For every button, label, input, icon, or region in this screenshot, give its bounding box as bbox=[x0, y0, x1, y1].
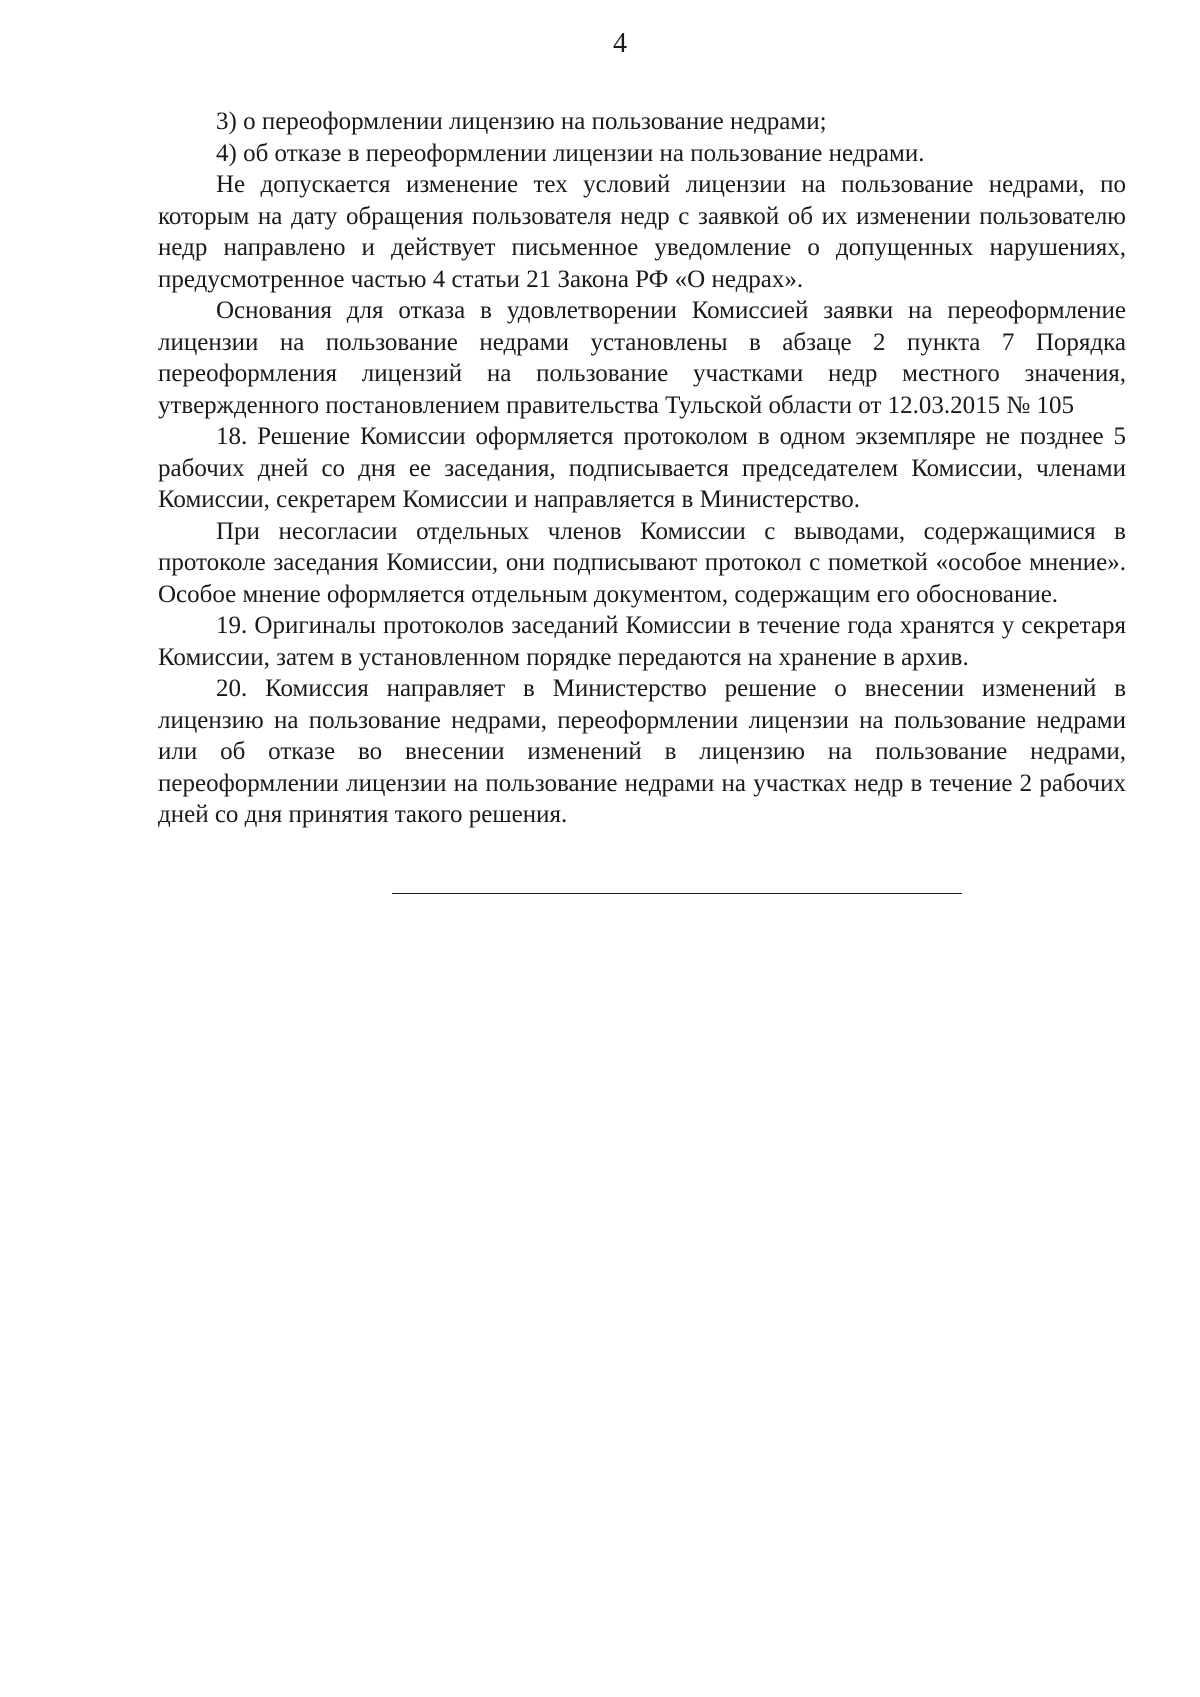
paragraph-item-19: 19. Оригиналы протоколов заседаний Комиссии в течение года хранятся у секретаря Комиссии, затем в установленном порядке передаются на хранение в архив. bbox=[158, 612, 1126, 671]
paragraph-dissenting-opinion: При несогласии отдельных членов Комиссии с выводами, содержащимися в протоколе заседания Комиссии, они подписывают протокол с пометкой «особое мнение». Особое мнение оформляется отдельным документом, содержащим его обоснование. bbox=[158, 517, 1126, 608]
closing-rule-divider bbox=[392, 893, 962, 894]
page-number: 4 bbox=[613, 28, 627, 59]
paragraph-item-18: 18. Решение Комиссии оформляется протоколом в одном экземпляре не позднее 5 рабочих дней со дня ее заседания, подписывается председателем Комиссии, членами Комиссии, секретарем Комиссии и направляется в Министерство. bbox=[158, 423, 1126, 513]
paragraph-restriction: Не допускается изменение тех условий лицензии на пользование недрами, по которым на дату обращения пользователя недр с заявкой об их изменении пользователю недр направлено и действует письменное уведомление о допущенных нарушениях, предусмотренное частью 4 статьи 21 Закона РФ «О недрах». bbox=[158, 171, 1126, 293]
list-item-4: 4) об отказе в переоформлении лицензии на пользование недрами. bbox=[216, 139, 925, 167]
document-body bbox=[158, 106, 1126, 831]
paragraph-refusal-grounds: Основания для отказа в удовлетворении Комиссией заявки на переоформление лицензии на пользование недрами установлены в абзаце 2 пункта 7 Порядка переоформления лицензий на пользование участками недр местного значения, утвержденного постановлением правительства Тульской области от 12.03.2015 № 105 bbox=[158, 297, 1126, 419]
list-item-3: 3) о переоформлении лицензию на пользование недрами; bbox=[216, 108, 827, 135]
paragraph-item-20: 20. Комиссия направляет в Министерство решение о внесении изменений в лицензию на пользование недрами, переоформлении лицензии на пользование недрами или об отказе во внесении изменений в лицензию на пользование недрами, переоформлении лицензии на пользование недрами на участках недр в течение 2 рабочих дней со дня принятия такого решения. bbox=[158, 675, 1126, 828]
